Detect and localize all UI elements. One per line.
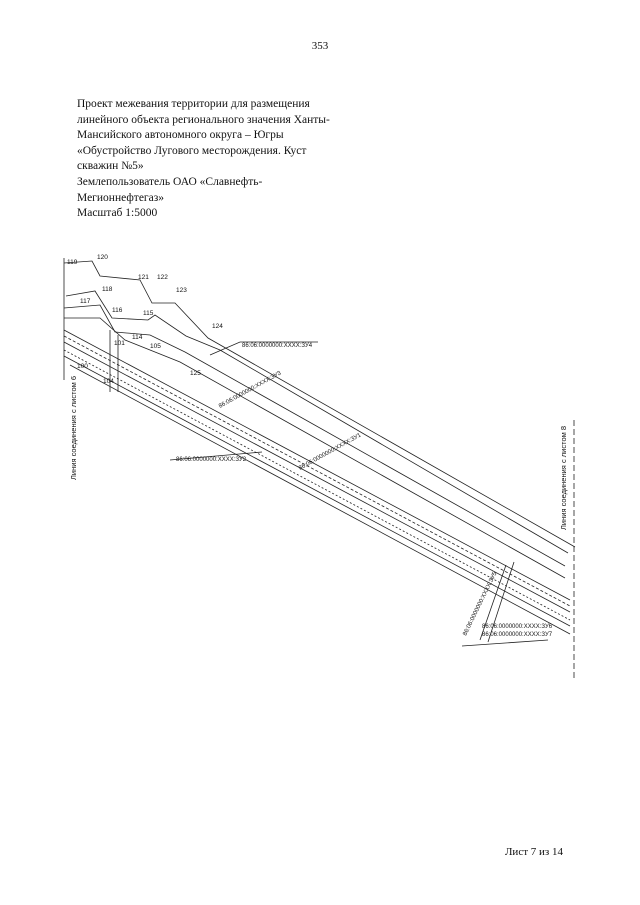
- header-line: Мансийского автономного округа – Югры: [77, 129, 284, 142]
- parcel-label: 86:06:0000000:XXXX:ЗУ2: [176, 457, 247, 463]
- point-label: 124: [212, 323, 223, 330]
- point-label: 123: [176, 287, 187, 294]
- point-label: 115: [143, 310, 154, 317]
- corridor-line-3: [64, 330, 570, 600]
- parcel-label: 86:06:0000000:XXXX:ЗУ6: [482, 624, 553, 630]
- page-number: 353: [311, 40, 329, 52]
- header-line: линейного объекта регионального значения Ханты-: [77, 113, 330, 126]
- parcel-label: 86:06:0000000:XXXX:ЗУ5: [462, 571, 499, 637]
- match-line-left-label: Линия соединения с листом 6: [69, 375, 78, 480]
- sheet-number: Лист 7 из 14: [504, 846, 563, 858]
- header-line: Проект межевания территории для размещения: [77, 98, 310, 110]
- point-label: 104: [103, 378, 114, 385]
- header-line: Мегионнефтегаз»: [77, 191, 165, 204]
- point-label: 122: [157, 274, 168, 281]
- parcel-label: 86:06:0000000:XXXX:ЗУ3: [218, 370, 283, 410]
- boundary-outer-top: [64, 261, 575, 547]
- header-line: скважин №5»: [77, 160, 144, 173]
- header-line: Землепользователь ОАО «Славнефть-: [77, 175, 263, 188]
- boundary-inner-top: [66, 291, 568, 553]
- drawing-linework: [64, 258, 575, 680]
- parcel-label: 86:06:0000000:XXXX:ЗУ1: [298, 432, 363, 472]
- match-line-right-label: Линия соединения с листом 8: [559, 425, 568, 530]
- corridor-line-4: [64, 336, 570, 606]
- point-label: 114: [132, 334, 143, 341]
- parcel-label: 86:06:0000000:XXXX:ЗУ7: [482, 632, 553, 638]
- point-label: 120: [97, 254, 108, 261]
- point-label: 121: [138, 274, 149, 281]
- point-label: 119: [67, 259, 78, 266]
- header-line: «Обустройство Лугового месторождения. Куст: [77, 144, 307, 157]
- point-label: 100: [77, 363, 88, 370]
- point-label: 118: [102, 286, 113, 293]
- point-label: 105: [150, 343, 161, 350]
- header-line: Масштаб 1:5000: [77, 207, 158, 220]
- parcel-label: 86:06:0000000:XXXX:ЗУ4: [242, 343, 313, 349]
- point-label: 116: [112, 307, 123, 314]
- point-label: 125: [190, 370, 201, 377]
- point-label: 101: [114, 340, 125, 347]
- corridor-line-8: [70, 365, 570, 634]
- branch-label-leader: [462, 640, 548, 646]
- point-label: 117: [80, 298, 91, 305]
- corridor-line-7: [64, 356, 570, 626]
- corridor-line-2: [64, 318, 565, 578]
- corridor-line-5: [64, 342, 570, 612]
- corridor-line-1: [64, 305, 565, 566]
